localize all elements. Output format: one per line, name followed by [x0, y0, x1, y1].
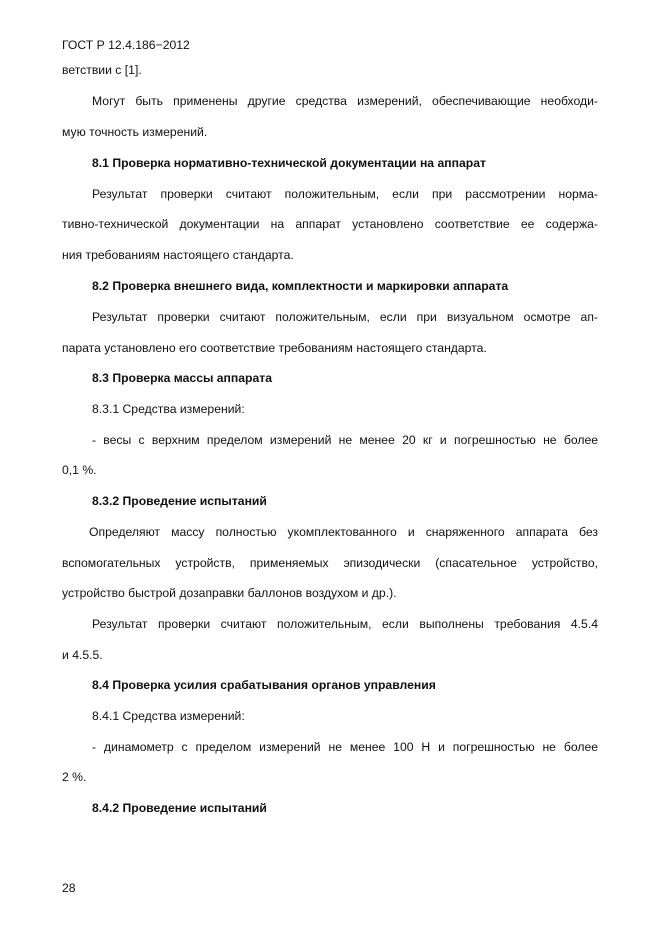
- text-line: 2 %.: [62, 770, 87, 784]
- text-line: тивно-технической документации на аппарат установлено соответствие ее содержа-: [62, 217, 598, 231]
- section-heading: 8.1 Проверка нормативно-технической документации на аппарат: [92, 156, 486, 170]
- page-number: 28: [62, 881, 76, 895]
- text-line: вспомогательных устройств, применяемых эпизодически (спасательное устройство,: [62, 556, 598, 570]
- text-line: мую точность измерений.: [62, 125, 208, 139]
- text-line: устройство быстрой дозаправки баллонов воздухом и др.).: [62, 586, 397, 600]
- text-line: - весы с верхним пределом измерений не менее 20 кг и погрешностью не более: [92, 433, 598, 447]
- subsection-heading: 8.3.2 Проведение испытаний: [92, 494, 267, 508]
- text-line: 0,1 %.: [62, 463, 97, 477]
- subsection-line: 8.3.1 Средства измерений:: [92, 402, 245, 416]
- text-line: Могут быть применены другие средства измерений, обеспечивающие необходи-: [92, 94, 598, 108]
- text-line: Результат проверки считают положительным, если выполнены требования 4.5.4: [92, 617, 598, 631]
- text-line: парата установлено его соответствие требованиям настоящего стандарта.: [62, 341, 487, 355]
- section-heading: 8.2 Проверка внешнего вида, комплектности и маркировки аппарата: [92, 279, 509, 293]
- text-line: Результат проверки считают положительным, если при визуальном осмотре ап-: [92, 310, 598, 324]
- text-line: и 4.5.5.: [62, 648, 103, 662]
- text-line: - динамометр с пределом измерений не менее 100 Н и погрешностью не более: [92, 740, 598, 754]
- section-heading: 8.4 Проверка усилия срабатывания органов управления: [92, 678, 436, 692]
- subsection-heading: 8.4.2 Проведение испытаний: [92, 801, 267, 815]
- text-line: Определяют массу полностью укомплектованного и снаряженного аппарата без: [89, 525, 598, 539]
- text-line: ния требованиям настоящего стандарта.: [62, 248, 294, 262]
- document-code: ГОСТ Р 12.4.186−2012: [62, 38, 190, 52]
- section-heading: 8.3 Проверка массы аппарата: [92, 371, 273, 385]
- text-line: ветствии с [1].: [62, 63, 142, 77]
- subsection-line: 8.4.1 Средства измерений:: [92, 709, 245, 723]
- text-line: Результат проверки считают положительным, если при рассмотрении норма-: [92, 187, 598, 201]
